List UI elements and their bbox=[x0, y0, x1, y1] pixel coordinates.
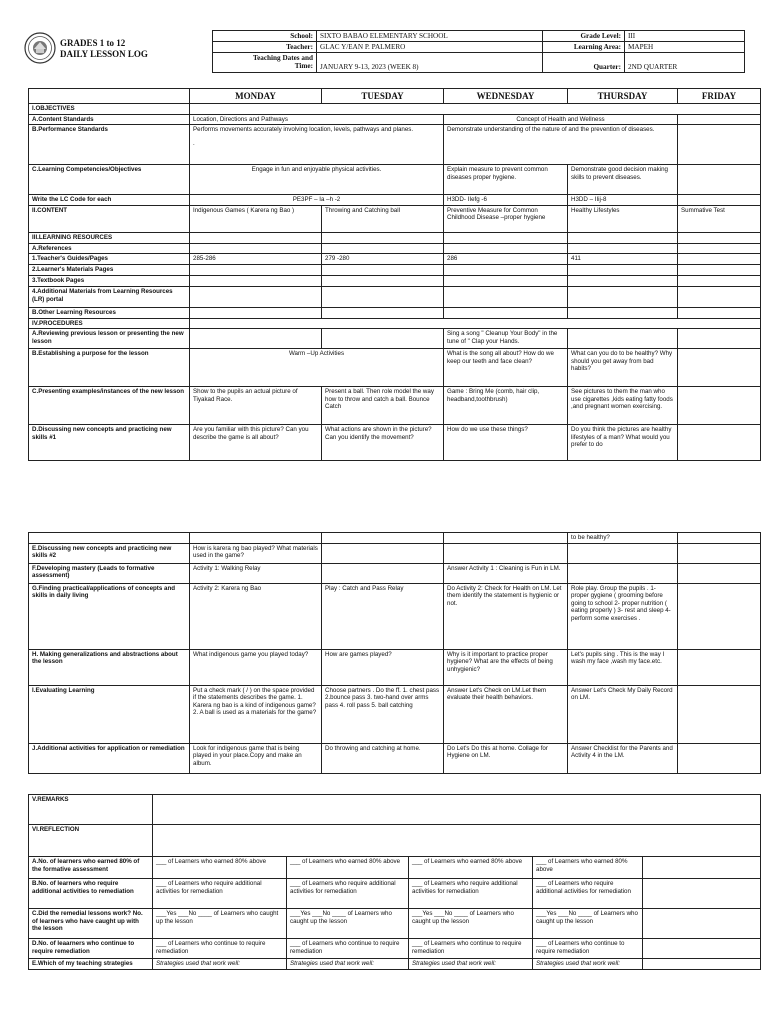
performance-standards-wed-thu: Demonstrate understanding of the nature of and the prevention of diseases. bbox=[444, 125, 678, 165]
empty-cell bbox=[444, 232, 568, 243]
empty-cell bbox=[322, 533, 444, 544]
dates-label bbox=[213, 53, 317, 73]
presenting-thu: See pictures to them the man who use cigarettes ,kids eating fatty foods ,and pregnant women exercising. bbox=[568, 387, 678, 425]
applications-mon: Activity 2: Karera ng Bao bbox=[190, 583, 322, 649]
mastery-mon: Activity 1: Walking Relay bbox=[190, 563, 322, 583]
presenting-tue: Present a ball. Then role model the way how to throw and catch a ball. Bounce Catch bbox=[322, 387, 444, 425]
empty-cell bbox=[568, 543, 678, 563]
content-label: II.CONTENT bbox=[29, 205, 190, 232]
remedial-work-label: C.Did the remedial lessons work? No. of learners who have caught up with the lesson bbox=[29, 909, 153, 939]
empty-cell bbox=[322, 543, 444, 563]
area-label: Learning Area: bbox=[543, 42, 625, 53]
continue-remediation-wed: ___ of Learners who continue to require remediation bbox=[409, 939, 533, 959]
remarks-label: V.REMARKS bbox=[29, 795, 153, 825]
discussing1-mon: Are you familiar with this picture? Can you describe the game is all about? bbox=[190, 425, 322, 461]
additional-materials-label: 4.Additional Materials from Learning Resources (LR) portal bbox=[29, 286, 190, 307]
additional-activities-tue: Do throwing and catching at home. bbox=[322, 743, 444, 773]
empty-cell bbox=[678, 425, 761, 461]
remedial-work-tue: ___Yes ___No ____ of Learners who caught up the lesson bbox=[287, 909, 409, 939]
evaluating-thu: Answer Let's Check My Daily Record on LM. bbox=[568, 685, 678, 743]
additional-remediation-thu: ___ of Learners who require additional activities for remediation bbox=[533, 879, 643, 909]
teachers-guide-label: 1.Teacher's Guides/Pages bbox=[29, 254, 190, 265]
day-header-monday: MONDAY bbox=[190, 89, 322, 104]
empty-cell bbox=[678, 195, 761, 206]
empty-cell bbox=[190, 318, 761, 329]
empty-cell bbox=[444, 265, 568, 276]
empty-cell bbox=[643, 909, 761, 939]
empty-cell bbox=[190, 533, 322, 544]
day-header-thursday: THURSDAY bbox=[568, 89, 678, 104]
empty-cell bbox=[678, 329, 761, 349]
lesson-table-p2 bbox=[28, 532, 761, 774]
empty-cell bbox=[643, 959, 761, 970]
content-standards-label: A.Content Standards bbox=[29, 114, 190, 125]
empty-cell bbox=[678, 543, 761, 563]
continue-remediation-label: D.No. of leaarners who continue to require remediation bbox=[29, 939, 153, 959]
empty-cell bbox=[678, 243, 761, 254]
discussing1-thu-continued: to be healthy? bbox=[568, 533, 678, 544]
teacher-value: GLAC Y/EAN P. PALMERO bbox=[317, 42, 543, 53]
empty-cell bbox=[678, 254, 761, 265]
empty-cell bbox=[678, 743, 761, 773]
empty-cell bbox=[322, 265, 444, 276]
strategies-thu: Strategies used that work well: bbox=[533, 959, 643, 970]
presenting-mon: Show to the pupils an actual picture of Tiyakad Race. bbox=[190, 387, 322, 425]
competencies-label: C.Learning Competencies/Objectives bbox=[29, 165, 190, 195]
reviewing-wed: Sing a song " Cleanup Your Body" in the tune of " Clap your Hands. bbox=[444, 329, 568, 349]
additional-remediation-tue: ___ of Learners who require additional activities for remediation bbox=[287, 879, 409, 909]
remedial-work-wed: ___Yes ___No ____ of Learners who caught up the lesson bbox=[409, 909, 533, 939]
empty-cell bbox=[678, 125, 761, 165]
empty-cell bbox=[190, 243, 322, 254]
area-value: MAPEH bbox=[625, 42, 745, 53]
evaluating-mon: Put a check mark ( / ) on the space provided if the statements describes the game. 1. Karera ng bao is a kind of indigenous game? 2. A ball is used as a materials for the game? bbox=[190, 685, 322, 743]
strategies-wed: Strategies used that work well: bbox=[409, 959, 533, 970]
generalizations-mon: What indigenous game you played today? bbox=[190, 649, 322, 685]
empty-cell bbox=[444, 276, 568, 287]
empty-cell bbox=[568, 307, 678, 318]
performance-standards-label: B.Performance Standards bbox=[29, 125, 190, 165]
content-fri: Summative Test bbox=[678, 205, 761, 232]
continue-remediation-tue: ___ of Learners who continue to require remediation bbox=[287, 939, 409, 959]
empty-cell bbox=[29, 533, 190, 544]
reflection-label: VI.REFLECTION bbox=[29, 825, 153, 857]
content-wed: Preventive Measure for Common Childhood Disease –proper hygiene bbox=[444, 205, 568, 232]
empty-cell bbox=[444, 543, 568, 563]
reflection-table bbox=[28, 794, 761, 970]
purpose-thu: What can you do to be healthy? Why should you get away from bad habits? bbox=[568, 349, 678, 387]
empty-cell bbox=[568, 563, 678, 583]
dates-value: JANUARY 9-13, 2023 (WEEK 8) bbox=[317, 53, 543, 73]
teachers-guide-mon: 285-286 bbox=[190, 254, 322, 265]
empty-cell bbox=[568, 243, 678, 254]
empty-cell bbox=[568, 232, 678, 243]
purpose-mon-tue: Warm –Up Activities bbox=[190, 349, 444, 387]
corner-cell bbox=[29, 89, 190, 104]
empty-cell bbox=[678, 533, 761, 544]
generalizations-wed: Why is it important to practice proper hygiene? What are the effects of being unhygienic? bbox=[444, 649, 568, 685]
content-standards-wed-thu: Concept of Health and Wellness bbox=[444, 114, 678, 125]
empty-cell bbox=[678, 165, 761, 195]
empty-cell bbox=[190, 329, 322, 349]
empty-cell bbox=[444, 307, 568, 318]
teachers-guide-thu: 411 bbox=[568, 254, 678, 265]
empty-cell bbox=[678, 583, 761, 649]
purpose-label: B.Establishing a purpose for the lesson bbox=[29, 349, 190, 387]
generalizations-label: H. Making generalizations and abstractions about the lesson bbox=[29, 649, 190, 685]
empty-cell bbox=[190, 232, 322, 243]
reflection-content bbox=[153, 825, 761, 857]
empty-cell bbox=[444, 533, 568, 544]
empty-cell bbox=[643, 879, 761, 909]
additional-activities-mon: Look for indigenous game that is being played in your place.Copy and make an album. bbox=[190, 743, 322, 773]
empty-cell bbox=[678, 307, 761, 318]
performance-standards-text: Performs movements accurately involving location, levels, pathways and planes. bbox=[193, 126, 414, 134]
empty-cell bbox=[678, 649, 761, 685]
competencies-wed: Explain measure to prevent common diseases proper hygiene. bbox=[444, 165, 568, 195]
empty-cell bbox=[322, 232, 444, 243]
resources-heading: III.LEARNING RESOURCES bbox=[29, 232, 190, 243]
empty-cell bbox=[678, 563, 761, 583]
empty-cell bbox=[678, 387, 761, 425]
competencies-mon-tue: Engage in fun and enjoyable physical activities. bbox=[190, 165, 444, 195]
teachers-guide-wed: 286 bbox=[444, 254, 568, 265]
lc-code-thu: H3DD – IIij-8 bbox=[568, 195, 678, 206]
school-value: SIXTO BABAO ELEMENTARY SCHOOL bbox=[317, 31, 543, 42]
learners-80-label: A.No. of learners who earned 80% of the formative assessment bbox=[29, 857, 153, 879]
learners-80-thu: ___ of Learners who earned 80% above bbox=[533, 857, 643, 879]
performance-standards-mon-tue bbox=[190, 125, 444, 165]
day-header-wednesday: WEDNESDAY bbox=[444, 89, 568, 104]
remedial-work-mon: ___Yes ___No ____ of Learners who caught up the lesson bbox=[153, 909, 287, 939]
additional-remediation-label: B.No. of learners who require additional activities to remediation bbox=[29, 879, 153, 909]
additional-activities-label: J.Additional activities for application or remediation bbox=[29, 743, 190, 773]
purpose-wed: What is the song all about? How do we keep our teeth and face clean? bbox=[444, 349, 568, 387]
empty-cell bbox=[444, 286, 568, 307]
evaluating-label: I.Evaluating Learning bbox=[29, 685, 190, 743]
textbook-pages-label: 3.Textbook Pages bbox=[29, 276, 190, 287]
lc-code-wed: H3DD- IIefg -6 bbox=[444, 195, 568, 206]
empty-cell bbox=[322, 563, 444, 583]
empty-cell bbox=[678, 114, 761, 125]
empty-cell bbox=[568, 276, 678, 287]
generalizations-thu: Let's pupils sing . This is the way I wash my face ,wash my face.etc. bbox=[568, 649, 678, 685]
empty-cell bbox=[643, 857, 761, 879]
empty-cell bbox=[678, 286, 761, 307]
mastery-label: F.Developing mastery (Leads to formative assessment) bbox=[29, 563, 190, 583]
quarter-value: 2ND QUARTER bbox=[625, 53, 745, 73]
empty-cell bbox=[190, 286, 322, 307]
discussing1-label: D.Discussing new concepts and practicing new skills #1 bbox=[29, 425, 190, 461]
learners-80-tue: ___ of Learners who earned 80% above bbox=[287, 857, 409, 879]
empty-cell bbox=[678, 276, 761, 287]
learners-80-wed: ___ of Learners who earned 80% above bbox=[409, 857, 533, 879]
additional-remediation-mon: ___ of Learners who require additional activities for remediation bbox=[153, 879, 287, 909]
empty-cell bbox=[678, 232, 761, 243]
lc-code-mon-tue: PE3PF – Ia –h -2 bbox=[190, 195, 444, 206]
day-header-tuesday: TUESDAY bbox=[322, 89, 444, 104]
evaluating-wed: Answer Let's Check on LM.Let them evaluate their health behaviors. bbox=[444, 685, 568, 743]
school-label: School: bbox=[213, 31, 317, 42]
empty-cell bbox=[444, 243, 568, 254]
additional-activities-wed: Do Let's Do this at home. Collage for Hygiene on LM. bbox=[444, 743, 568, 773]
empty-cell bbox=[643, 939, 761, 959]
continue-remediation-thu: ___ of Learners who continue to require remediation bbox=[533, 939, 643, 959]
content-standards-mon-tue: Location, Directions and Pathways bbox=[190, 114, 444, 125]
continue-remediation-mon: ___ of Learners who continue to require remediation bbox=[153, 939, 287, 959]
remedial-work-thu: ___Yes ___No ____ of Learners who caught up the lesson bbox=[533, 909, 643, 939]
form-title-line2: DAILY LESSON LOG bbox=[60, 48, 148, 59]
applications-thu: Role play. Group the pupils . 1- proper gygiene ( grooming before going to school 2- proper nutrition ( eating properly ) 3- rest and sleep 4- perform some exercises . bbox=[568, 583, 678, 649]
lc-code-label: Write the LC Code for each bbox=[29, 195, 190, 206]
remarks-content bbox=[153, 795, 761, 825]
additional-remediation-wed: ___ of Learners who require additional activities for remediation bbox=[409, 879, 533, 909]
grade-value: III bbox=[625, 31, 745, 42]
empty-cell bbox=[678, 265, 761, 276]
objectives-heading: I.OBJECTIVES bbox=[29, 104, 190, 115]
applications-tue: Play : Catch and Pass Relay bbox=[322, 583, 444, 649]
strategies-label: E.Which of my teaching strategies bbox=[29, 959, 153, 970]
empty-cell bbox=[568, 265, 678, 276]
procedures-heading: IV.PROCEDURES bbox=[29, 318, 190, 329]
empty-cell bbox=[190, 104, 761, 115]
grade-label: Grade Level: bbox=[543, 31, 625, 42]
presenting-wed: Game : Bring Me (comb, hair clip, headband,toothbrush) bbox=[444, 387, 568, 425]
day-header-friday: FRIDAY bbox=[678, 89, 761, 104]
empty-cell bbox=[322, 276, 444, 287]
content-mon: Indigenous Games ( Karera ng Bao ) bbox=[190, 205, 322, 232]
generalizations-tue: How are games played? bbox=[322, 649, 444, 685]
teachers-guide-tue: 279 -280 bbox=[322, 254, 444, 265]
evaluating-tue: Choose partners . Do the ff. 1. chest pass 2.bounce pass 3. two-hand over arms pass 4. roll pass 5. ball catching bbox=[322, 685, 444, 743]
discussing1-tue: What actions are shown in the picture? Can you identify the movement? bbox=[322, 425, 444, 461]
discussing2-label: E.Discussing new concepts and practicing new skills #2 bbox=[29, 543, 190, 563]
dot-mark: . bbox=[193, 139, 195, 147]
dates-label-line2: Time: bbox=[294, 62, 313, 70]
discussing2-mon: How is karera ng bao played? What materials used in the game? bbox=[190, 543, 322, 563]
empty-cell bbox=[322, 329, 444, 349]
quarter-label: Quarter: bbox=[543, 53, 625, 73]
additional-activities-thu: Answer Checklist for the Parents and Activity 4 in the LM. bbox=[568, 743, 678, 773]
mastery-wed: Answer Activity 1 : Cleaning is Fun in LM. bbox=[444, 563, 568, 583]
empty-cell bbox=[568, 286, 678, 307]
empty-cell bbox=[190, 265, 322, 276]
empty-cell bbox=[678, 349, 761, 387]
strategies-mon: Strategies used that work well: bbox=[153, 959, 287, 970]
empty-cell bbox=[190, 307, 322, 318]
reviewing-label: A.Reviewing previous lesson or presenting the new lesson bbox=[29, 329, 190, 349]
applications-wed: Do Activity 2: Check for Health on LM. Let them identify the statement is hygienic or not. bbox=[444, 583, 568, 649]
competencies-thu: Demonstrate good decision making skills to prevent diseases. bbox=[568, 165, 678, 195]
strategies-tue: Strategies used that work well: bbox=[287, 959, 409, 970]
form-title bbox=[60, 38, 148, 59]
empty-cell bbox=[322, 286, 444, 307]
references-label: A.References bbox=[29, 243, 190, 254]
teacher-label: Teacher: bbox=[213, 42, 317, 53]
empty-cell bbox=[322, 307, 444, 318]
content-tue: Throwing and Catching ball bbox=[322, 205, 444, 232]
lesson-table-p1 bbox=[28, 88, 761, 461]
learners-materials-label: 2.Learner's Materials Pages bbox=[29, 265, 190, 276]
empty-cell bbox=[190, 276, 322, 287]
presenting-label: C.Presenting examples/instances of the new lesson bbox=[29, 387, 190, 425]
dates-label-line1: Teaching Dates and bbox=[252, 54, 313, 62]
discussing1-thu: Do you think the pictures are healthy lifestyles of a man? What would you prefer to do bbox=[568, 425, 678, 461]
discussing1-wed: How do we use these things? bbox=[444, 425, 568, 461]
empty-cell bbox=[568, 329, 678, 349]
form-title-line1: GRADES 1 to 12 bbox=[60, 38, 126, 48]
learners-80-mon: ___ of Learners who earned 80% above bbox=[153, 857, 287, 879]
empty-cell bbox=[678, 685, 761, 743]
applications-label: G.Finding practical/applications of concepts and skills in daily living bbox=[29, 583, 190, 649]
other-resources-label: B.Other Learning Resources bbox=[29, 307, 190, 318]
content-thu: Healthy Lifestyles bbox=[568, 205, 678, 232]
header-info-table bbox=[212, 30, 745, 73]
empty-cell bbox=[322, 243, 444, 254]
deped-seal-icon bbox=[24, 32, 56, 64]
